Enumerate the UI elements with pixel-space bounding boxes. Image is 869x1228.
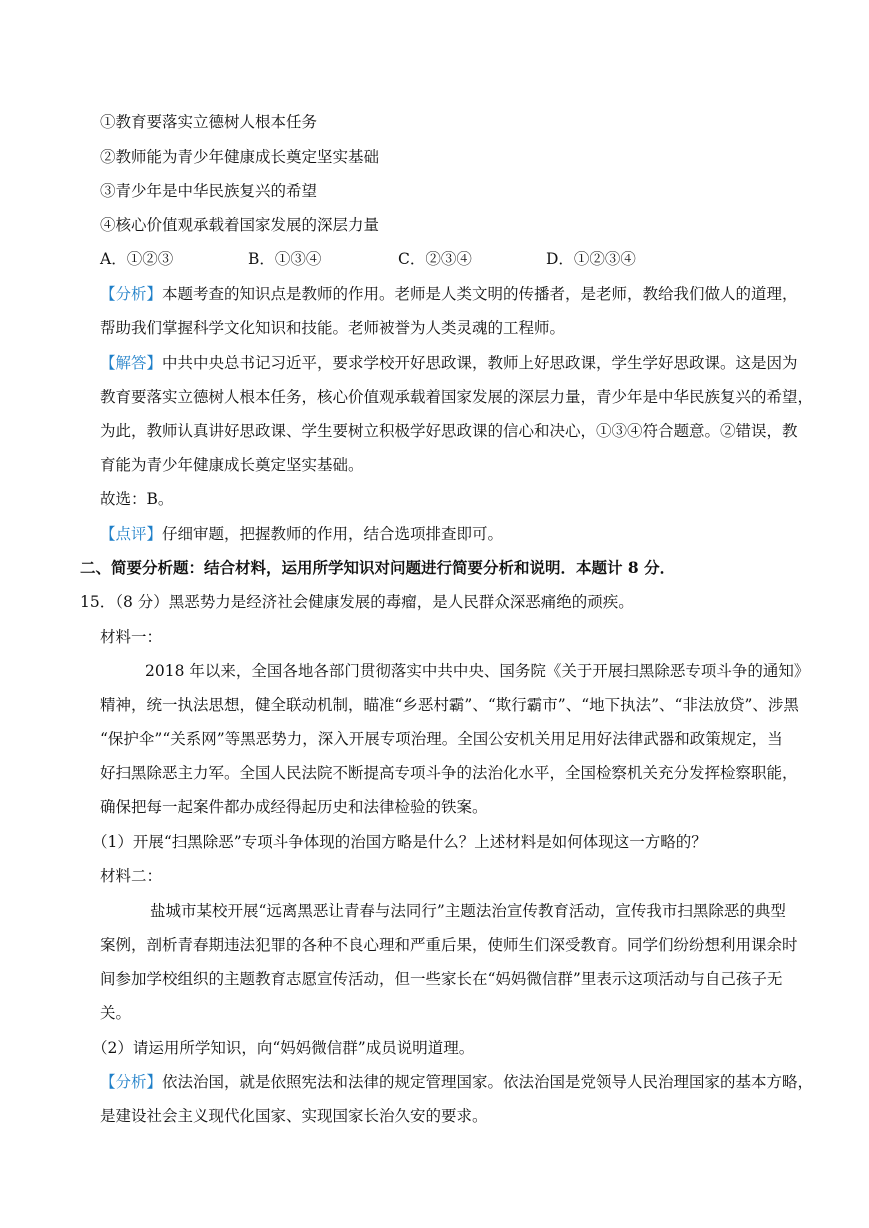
material-2-line-2: 案例，剖析青春期违法犯罪的各种不良心理和严重后果，使师生们深受教育。同学们纷纷想利用课余时	[100, 936, 798, 954]
analysis-tag: 【分析】	[100, 285, 163, 303]
material-1-line-4: 好扫黑除恶主力军。全国人民法院不断提高专项斗争的法治化水平，全国检察机关充分发挥检察职能，	[100, 764, 798, 782]
q14-answer-line-4: 育能为青少年健康成长奠定坚实基础。	[100, 456, 364, 474]
material-1-line-5: 确保把每一起案件都办成经得起历史和法律检验的铁案。	[100, 798, 488, 816]
material-1-line-2: 精神，统一执法思想，健全联动机制，瞄准“乡恶村霸”、“欺行霸市”、“地下执法”、“非法放贷”、涉黑	[100, 696, 799, 714]
statement-4: ④核心价值观承载着国家发展的深层力量	[100, 216, 380, 234]
option-c: C．②③④	[398, 250, 472, 268]
material-2-line-3: 间参加学校组织的主题教育志愿宣传活动，但一些家长在“妈妈微信群”里表示这项活动与自己孩子无	[100, 970, 783, 988]
material-1-line-1: 2018 年以来，全国各地各部门贯彻落实中共中央、国务院《关于开展扫黑除恶专项斗争的通知》	[145, 662, 810, 680]
option-a: A．①②③	[100, 250, 174, 268]
statement-1: ①教育要落实立德树人根本任务	[100, 113, 318, 131]
q15-analysis-text-1: 依法治国，就是依照宪法和法律的规定管理国家。依法治国是党领导人民治理国家的基本方略，	[162, 1073, 814, 1091]
q15-sub-question-1: （1）开展“扫黑除恶”专项斗争体现的治国方略是什么？上述材料是如何体现这一方略的？	[92, 833, 707, 851]
q15-sub-question-2: （2）请运用所学知识，向“妈妈微信群”成员说明道理。	[92, 1039, 475, 1057]
q15-analysis-tag: 【分析】	[100, 1073, 163, 1091]
comment-tag: 【点评】	[100, 525, 163, 543]
option-d: D．①②③④	[546, 250, 636, 268]
q14-analysis-text-1: 本题考查的知识点是教师的作用。老师是人类文明的传播者，是老师，教给我们做人的道理，	[162, 285, 798, 303]
material-1-label: 材料一：	[100, 628, 163, 646]
material-1-line-3: “保护伞”“关系网”等黑恶势力，深入开展专项治理。全国公安机关用足用好法律武器和政策规定，当	[100, 730, 783, 748]
q14-answer-line-2: 教育要落实立德树人根本任务，核心价值观承载着国家发展的深层力量，青少年是中华民族复兴的希望，	[100, 388, 814, 406]
statement-3: ③青少年是中华民族复兴的希望	[100, 182, 318, 200]
q14-analysis-line-1	[100, 284, 798, 304]
q15-stem: 15．（8 分）黑恶势力是经济社会健康发展的毒瘤，是人民群众深恶痛绝的顽疾。	[80, 593, 634, 611]
q14-comment-text: 仔细审题，把握教师的作用，结合选项排查即可。	[162, 525, 504, 543]
q15-analysis-line-1	[100, 1072, 813, 1092]
q14-choice: 故选：B。	[100, 490, 174, 508]
section-2-heading: 二、简要分析题：结合材料，运用所学知识对问题进行简要分析和说明．本题计 8 分．	[80, 558, 676, 577]
q14-answer-line-3: 为此，教师认真讲好思政课、学生要树立积极学好思政课的信心和决心，①③④符合题意。②错误，教	[100, 422, 798, 440]
q14-answer-line-1	[100, 353, 798, 373]
answer-tag: 【解答】	[100, 354, 163, 372]
q14-comment	[100, 524, 503, 544]
option-b: B．①③④	[248, 250, 322, 268]
material-2-line-1: 盐城市某校开展“远离黑恶让青春与法同行”主题法治宣传教育活动，宣传我市扫黑除恶的典型	[150, 902, 786, 920]
material-2-label: 材料二：	[100, 867, 163, 885]
material-2-line-4: 关。	[100, 1004, 132, 1022]
q14-analysis-line-2: 帮助我们掌握科学文化知识和技能。老师被誉为人类灵魂的工程师。	[100, 319, 566, 337]
statement-2: ②教师能为青少年健康成长奠定坚实基础	[100, 148, 380, 166]
q15-analysis-line-2: 是建设社会主义现代化国家、实现国家长治久安的要求。	[100, 1107, 488, 1125]
q14-answer-text-1: 中共中央总书记习近平，要求学校开好思政课，教师上好思政课，学生学好思政课。这是因为	[162, 354, 798, 372]
